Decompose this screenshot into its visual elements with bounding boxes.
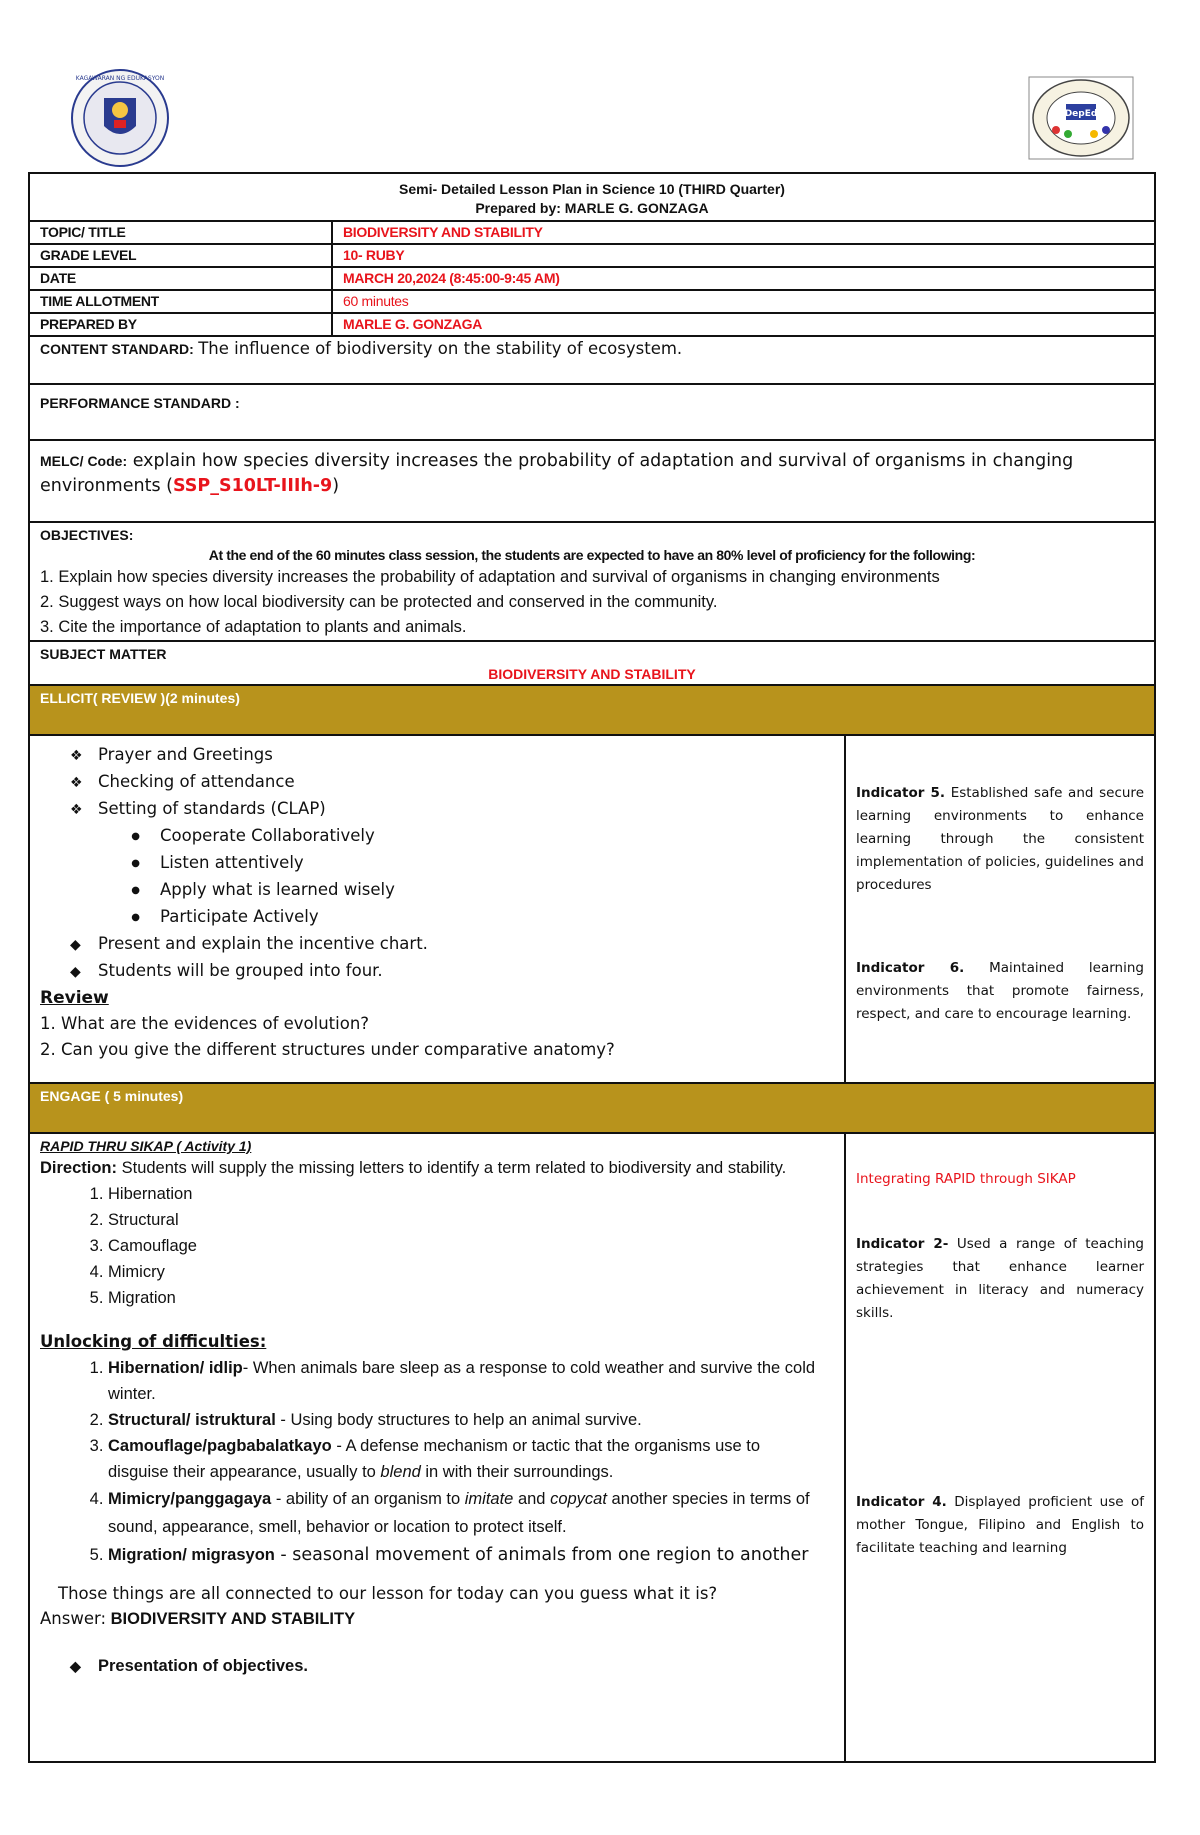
- review-label: Review: [40, 988, 109, 1008]
- svg-text:DepEd: DepEd: [1064, 109, 1098, 119]
- word-item: 1. Hibernation: [108, 1181, 834, 1207]
- definition-list: [40, 1355, 834, 1569]
- clap-item: ● Participate Actively: [40, 904, 834, 931]
- subject-matter-value: BIODIVERSITY AND STABILITY: [488, 666, 696, 682]
- unlocking-label: Unlocking of difficulties:: [40, 1332, 267, 1351]
- school-seal-logo: [1028, 76, 1134, 160]
- bullet-dot-icon: ●: [131, 912, 140, 923]
- direction-text: Direction: Students will supply the missing letters to identify a term related to biodiversity and stability.: [40, 1159, 787, 1177]
- deped-seal-logo: [70, 68, 170, 168]
- melc-close: ): [332, 476, 340, 496]
- lesson-plan-header: [29, 173, 1155, 221]
- ellicit-indicators-cell: [845, 735, 1155, 1083]
- objective-item: 3. Cite the importance of adaptation to plants and animals.: [40, 618, 467, 636]
- objectives-intro: At the end of the 60 minutes class session, the students are expected to have an 80% level of proficiency for the following:: [208, 547, 976, 563]
- objectives-label: OBJECTIVES:: [40, 527, 134, 543]
- header-title: Semi- Detailed Lesson Plan in Science 10 (THIRD Quarter): [399, 181, 785, 197]
- word-item: 4. Mimicry: [108, 1259, 834, 1285]
- content-standard-text: The influence of biodiversity on the stability of ecosystem.: [198, 339, 683, 358]
- ellicit-bullet: ◆ Students will be grouped into four.: [40, 958, 834, 985]
- info-label: GRADE LEVEL: [29, 244, 332, 267]
- svg-text:KAGAWARAN NG EDUKASYON: KAGAWARAN NG EDUKASYON: [75, 75, 165, 82]
- performance-standard-label: PERFORMANCE STANDARD :: [40, 395, 240, 411]
- engage-indicators-cell: [845, 1133, 1155, 1762]
- info-label: PREPARED BY: [29, 313, 332, 336]
- info-value: 60 minutes: [332, 290, 1155, 313]
- indicator-5: Indicator 5. Established safe and secure learning environments to enhance learning through the consistent implementation of policies, guidelines and procedures: [856, 785, 1144, 893]
- definition-item: 2. Structural/ istruktural - Using body structures to help an animal survive.: [108, 1407, 824, 1433]
- info-value: MARCH 20,2024 (8:45:00-9:45 AM): [332, 267, 1155, 290]
- melc-label: MELC/ Code:: [40, 453, 128, 469]
- review-question: 2. Can you give the different structures under comparative anatomy?: [40, 1040, 615, 1059]
- info-row-time: [29, 290, 1155, 313]
- word-list: [40, 1181, 834, 1311]
- bullet-diamond-icon: ❖: [70, 775, 83, 791]
- bullet-dot-icon: ●: [131, 885, 140, 896]
- bullet-diamond-icon: ◆: [70, 1658, 81, 1674]
- clap-item: ● Listen attentively: [40, 850, 834, 877]
- indicator-4: Indicator 4. Displayed proficient use of mother Tongue, Filipino and English to facilitate teaching and learning: [856, 1494, 1144, 1556]
- info-row-date: [29, 267, 1155, 290]
- melc-cell: [29, 440, 1155, 522]
- info-row-grade: [29, 244, 1155, 267]
- ellicit-heading: ELLICIT( REVIEW )(2 minutes): [29, 685, 1155, 735]
- header-prepared-by: Prepared by: MARLE G. GONZAGA: [475, 200, 709, 216]
- answer-line: Answer: BIODIVERSITY AND STABILITY: [40, 1609, 356, 1628]
- review-question: 1. What are the evidences of evolution?: [40, 1014, 370, 1033]
- definition-item: 1. Hibernation/ idlip- When animals bare sleep as a response to cold weather and survive the cold winter.: [108, 1355, 824, 1407]
- info-value: MARLE G. GONZAGA: [332, 313, 1155, 336]
- objective-item: 2. Suggest ways on how local biodiversity can be protected and conserved in the community.: [40, 593, 718, 611]
- info-row-prepared: [29, 313, 1155, 336]
- info-value: 10- RUBY: [332, 244, 1155, 267]
- engage-heading: ENGAGE ( 5 minutes): [29, 1083, 1155, 1133]
- definition-item: 5. Migration/ migrasyon - seasonal movement of animals from one region to another: [108, 1541, 824, 1569]
- subject-matter-label: SUBJECT MATTER: [40, 646, 167, 662]
- melc-code: SSP_S10LT-IIIh-9: [172, 476, 333, 496]
- indicator-2: Indicator 2- Used a range of teaching strategies that enhance learner achievement in literacy and numeracy skills.: [856, 1236, 1144, 1321]
- info-label: DATE: [29, 267, 332, 290]
- indicator-6: Indicator 6. Maintained learning environments that promote fairness, respect, and care to encourage learning.: [856, 960, 1144, 1022]
- melc-text: explain how species diversity increases the probability of adaptation and survival of organisms in changing environments (: [40, 451, 1074, 496]
- info-row-topic: [29, 221, 1155, 244]
- clap-item: ● Apply what is learned wisely: [40, 877, 834, 904]
- objective-item: 1. Explain how species diversity increases the probability of adaptation and survival of organisms in changing environments: [40, 568, 940, 586]
- activity-title: RAPID THRU SIKAP ( Activity 1): [40, 1138, 252, 1154]
- performance-standard-cell: [29, 384, 1155, 440]
- bullet-diamond-icon: ◆: [70, 964, 81, 980]
- definition-item: 3. Camouflage/pagbabalatkayo - A defense mechanism or tactic that the organisms use to disguise their appearance, usually to blend in with their surroundings.: [108, 1433, 824, 1485]
- clap-item: ● Cooperate Collaboratively: [40, 823, 834, 850]
- bullet-diamond-icon: ❖: [70, 748, 83, 764]
- info-label: TOPIC/ TITLE: [29, 221, 332, 244]
- info-label: TIME ALLOTMENT: [29, 290, 332, 313]
- word-item: 2. Structural: [108, 1207, 834, 1233]
- content-standard-label: CONTENT STANDARD:: [40, 341, 194, 357]
- word-item: 5. Migration: [108, 1285, 834, 1311]
- engage-activities-cell: [29, 1133, 845, 1762]
- objectives-cell: [29, 522, 1155, 641]
- ellicit-activities-cell: [29, 735, 845, 1083]
- bullet-diamond-icon: ◆: [70, 937, 81, 953]
- content-standard-cell: [29, 336, 1155, 384]
- ellicit-bullet: ❖ Checking of attendance: [40, 769, 834, 796]
- bullet-diamond-icon: ❖: [70, 802, 83, 818]
- presentation-item: ◆ Presentation of objectives.: [40, 1653, 834, 1679]
- ellicit-bullet: ❖ Prayer and Greetings: [40, 742, 834, 769]
- ellicit-bullet: ◆ Present and explain the incentive chart.: [40, 931, 834, 958]
- ellicit-bullet: ❖ Setting of standards (CLAP): [40, 796, 834, 823]
- info-value: BIODIVERSITY AND STABILITY: [332, 221, 1155, 244]
- bullet-dot-icon: ●: [131, 858, 140, 869]
- definition-item: 4. Mimicry/panggagaya - ability of an organism to imitate and copycat another species in terms of sound, appearance, smell, behavior or location to protect itself.: [108, 1485, 824, 1541]
- word-item: 3. Camouflage: [108, 1233, 834, 1259]
- subject-matter-cell: [29, 641, 1155, 685]
- integrating-note: Integrating RAPID through SIKAP: [856, 1171, 1076, 1187]
- lesson-plan-table: [28, 172, 1154, 1763]
- guess-question: Those things are all connected to our lesson for today can you guess what it is?: [58, 1584, 718, 1603]
- bullet-dot-icon: ●: [131, 831, 140, 842]
